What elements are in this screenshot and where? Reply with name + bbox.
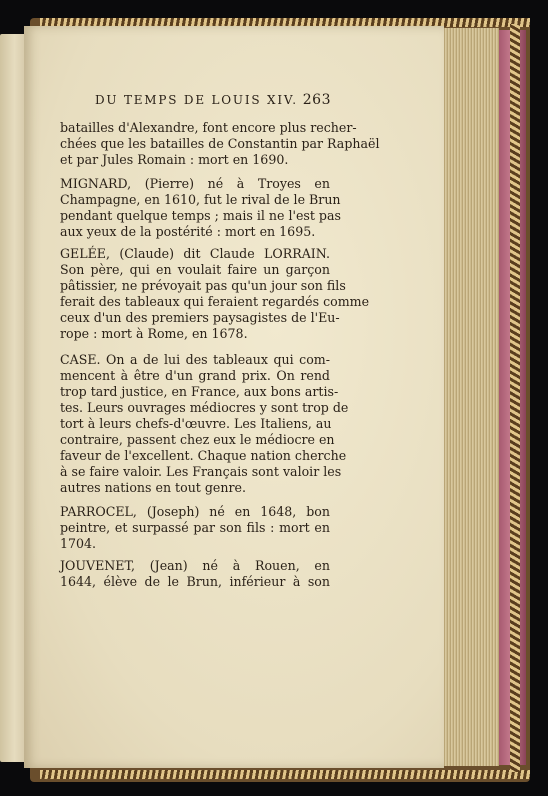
text-line: PARROCEL, (Joseph) né en 1648, bon [60, 504, 330, 519]
text-line: Son père, qui en voulait faire un garçon [60, 262, 330, 277]
text-line: 1644, élève de le Brun, inférieur à son [60, 574, 330, 589]
paragraph-2 [60, 176, 341, 240]
text-line: tes. Leurs ouvrages médiocres y sont trop de [60, 400, 349, 415]
text-line: mencent à être d'un grand prix. On rend [60, 368, 330, 383]
paragraph-4 [60, 352, 349, 496]
text-line: ferait des tableaux qui feraient regardés comme [60, 294, 370, 309]
paragraph-5 [60, 504, 330, 552]
paragraph-1 [60, 120, 380, 168]
text-line: 1704. [60, 536, 97, 551]
text-line: GELÉE, (Claude) dit Claude LORRAIN. [60, 246, 330, 261]
text-line: tort à leurs chefs-d'œuvre. Les Italiens, au [60, 416, 332, 431]
text-line: pâtissier, ne prévoyait pas qu'un jour son fils [60, 278, 346, 293]
text-line: JOUVENET, (Jean) né à Rouen, en [60, 558, 330, 573]
text-line: trop tard justice, en France, aux bons artis- [60, 384, 339, 399]
text-line: à se faire valoir. Les Français sont valoir les [60, 464, 342, 479]
gilt-border-bottom [40, 770, 530, 779]
text-line: CASE. On a de lui des tableaux qui com- [60, 352, 330, 367]
text-line: pendant quelque temps ; mais il ne l'est pas [60, 208, 341, 223]
text-line: MIGNARD, (Pierre) né à Troyes en [60, 176, 330, 191]
page-edges [442, 28, 499, 766]
running-title: DU TEMPS DE LOUIS XIV. [95, 93, 298, 107]
text-line: chées que les batailles de Constantin par Raphaël [60, 136, 380, 151]
text-line: faveur de l'excellent. Chaque nation cherche [60, 448, 347, 463]
left-page-edge [0, 34, 24, 762]
text-line: contraire, passent chez eux le médiocre en [60, 432, 335, 447]
paragraph-3 [60, 246, 370, 342]
text-line: autres nations en tout genre. [60, 480, 246, 495]
page-number: 263 [302, 92, 331, 108]
text-line: peintre, et surpassé par son fils : mort en [60, 520, 330, 535]
running-header [95, 92, 331, 112]
text-line: aux yeux de la postérité : mort en 1695. [60, 224, 316, 239]
text-line: rope : mort à Rome, en 1678. [60, 326, 248, 341]
text-line: batailles d'Alexandre, font encore plus recher- [60, 120, 357, 135]
text-line: Champagne, en 1610, fut le rival de le Brun [60, 192, 341, 207]
gilt-border-right [510, 24, 520, 772]
paragraph-6 [60, 558, 330, 590]
text-line: ceux d'un des premiers paysagistes de l'Eu- [60, 310, 340, 325]
text-line: et par Jules Romain : mort en 1690. [60, 152, 289, 167]
